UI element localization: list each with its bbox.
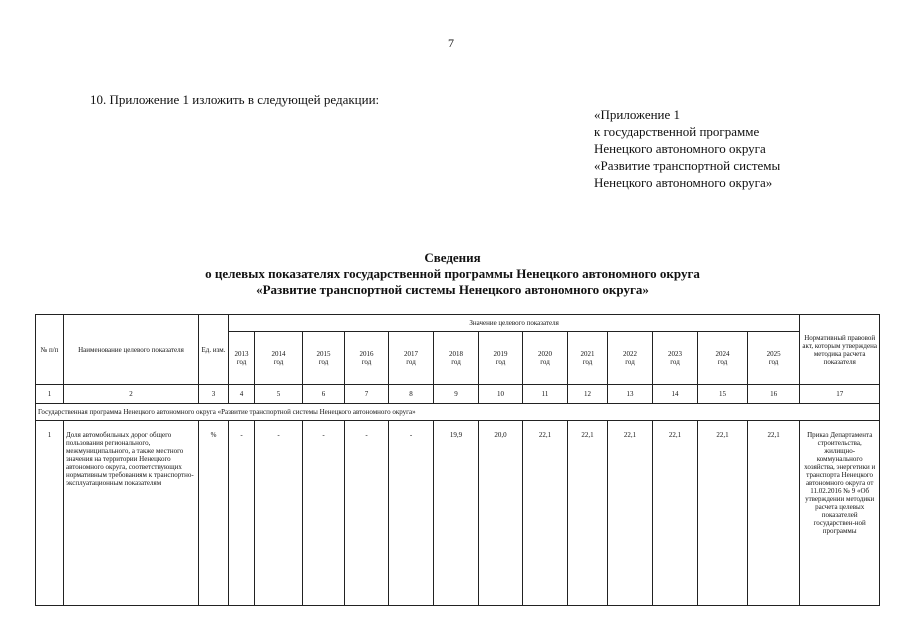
header-year-2020	[523, 332, 568, 385]
year-suffix: год	[495, 358, 506, 366]
column-number-cell: 15	[698, 385, 748, 404]
header-year-2025	[748, 332, 800, 385]
column-number-cell: 11	[523, 385, 568, 404]
column-number-cell: 10	[479, 385, 523, 404]
header-name: Наименование целевого показателя	[64, 315, 199, 385]
header-norm: Нормативный правовой акт, которым утверждена методика расчета показателя	[800, 315, 880, 385]
header-year-2019	[479, 332, 523, 385]
value-cell-2015: -	[303, 421, 345, 606]
value-cell-2017: -	[389, 421, 434, 606]
appendix-line: к государственной программе	[594, 124, 760, 139]
heading-subtitle: о целевых показателях государственной программы Ненецкого автономного округа	[205, 266, 700, 281]
row-name-cell: Доля автомобильных дорог общего пользования регионального, межмуниципального, а также местного значения на территории Ненецкого автономного округа, соответствующих нормативным требованиям к транспортно-эксплуатационным показателям	[64, 421, 199, 606]
year-label: 2019	[493, 350, 508, 358]
column-number-cell: 9	[434, 385, 479, 404]
appendix-line: «Развитие транспортной системы	[594, 158, 781, 173]
column-number-cell: 17	[800, 385, 880, 404]
appendix-line: Ненецкого автономного округа»	[594, 175, 773, 190]
heading-title: Сведения	[424, 250, 481, 265]
value-cell-2020: 22,1	[523, 421, 568, 606]
year-suffix: год	[540, 358, 550, 366]
indicators-table-wrapper	[35, 314, 879, 606]
value-cell-2018: 19,9	[434, 421, 479, 606]
header-year-2016	[345, 332, 389, 385]
appendix-line: «Приложение 1	[594, 107, 681, 122]
column-number-cell: 14	[653, 385, 698, 404]
row-num-cell: 1	[36, 421, 64, 606]
header-values-group: Значение целевого показателя	[229, 315, 800, 332]
column-number-cell: 8	[389, 385, 434, 404]
value-cell-2016: -	[345, 421, 389, 606]
header-year-2013	[229, 332, 255, 385]
year-label: 2013	[234, 350, 249, 358]
table-row	[36, 421, 880, 606]
header-year-2018	[434, 332, 479, 385]
value-cell-2014: -	[255, 421, 303, 606]
header-year-2021	[568, 332, 608, 385]
column-number-cell: 3	[199, 385, 229, 404]
year-suffix: год	[717, 358, 728, 366]
header-unit: Ед. изм.	[199, 315, 229, 385]
value-cell-2022: 22,1	[608, 421, 653, 606]
heading-program-name: «Развитие транспортной системы Ненецкого автономного округа»	[256, 282, 649, 297]
appendix-header	[594, 106, 780, 191]
row-norm-cell: Приказ Департамента строительства, жилищно-коммунального хозяйства, энергетики и транспорта Ненецкого автономного округа от 11.02.2016 № 9 «Об утверждении методики расчета целевых показателей государствен-ной программы	[800, 421, 880, 606]
year-suffix: год	[625, 358, 635, 366]
year-label: 2024	[715, 350, 730, 358]
program-title-cell: Государственная программа Ненецкого автономного округа «Развитие транспортной системы Ненецкого автономного округа»	[36, 404, 880, 421]
program-row	[36, 404, 880, 421]
column-number-cell: 4	[229, 385, 255, 404]
header-year-2017	[389, 332, 434, 385]
column-number-cell: 7	[345, 385, 389, 404]
value-cell-2024: 22,1	[698, 421, 748, 606]
column-number-cell: 1	[36, 385, 64, 404]
column-number-cell: 13	[608, 385, 653, 404]
document-heading	[0, 250, 905, 298]
year-label: 2021	[580, 350, 595, 358]
value-cell-2023: 22,1	[653, 421, 698, 606]
appendix-line: Ненецкого автономного округа	[594, 141, 766, 156]
value-cell-2021: 22,1	[568, 421, 608, 606]
year-label: 2025	[766, 350, 781, 358]
column-number-cell: 2	[64, 385, 199, 404]
year-suffix: год	[273, 358, 284, 366]
column-number-cell: 12	[568, 385, 608, 404]
column-number-cell: 5	[255, 385, 303, 404]
amendment-instruction: 10. Приложение 1 изложить в следующей редакции:	[90, 92, 380, 107]
header-year-2024	[698, 332, 748, 385]
row-unit-cell: %	[199, 421, 229, 606]
year-label: 2015	[316, 350, 331, 358]
year-label: 2023	[668, 350, 682, 358]
year-suffix: год	[406, 358, 416, 366]
year-label: 2022	[623, 350, 637, 358]
column-number-cell: 16	[748, 385, 800, 404]
column-number-cell: 6	[303, 385, 345, 404]
year-label: 2016	[359, 350, 374, 358]
page-number: 7	[448, 36, 454, 50]
header-year-2015	[303, 332, 345, 385]
value-cell-2013: -	[229, 421, 255, 606]
indicators-table	[35, 314, 880, 606]
year-suffix: год	[451, 358, 461, 366]
year-suffix: год	[768, 358, 779, 366]
header-year-2022	[608, 332, 653, 385]
header-num: № п/п	[36, 315, 64, 385]
year-suffix: год	[361, 358, 372, 366]
header-year-2023	[653, 332, 698, 385]
year-label: 2014	[271, 350, 286, 358]
header-year-2014	[255, 332, 303, 385]
year-label: 2017	[404, 350, 418, 358]
year-label: 2020	[538, 350, 552, 358]
value-cell-2019: 20,0	[479, 421, 523, 606]
value-cell-2025: 22,1	[748, 421, 800, 606]
year-suffix: год	[318, 358, 329, 366]
year-label: 2018	[449, 350, 463, 358]
year-suffix: год	[582, 358, 593, 366]
year-suffix: год	[670, 358, 680, 366]
column-number-row	[36, 385, 880, 404]
year-suffix: год	[236, 358, 247, 366]
